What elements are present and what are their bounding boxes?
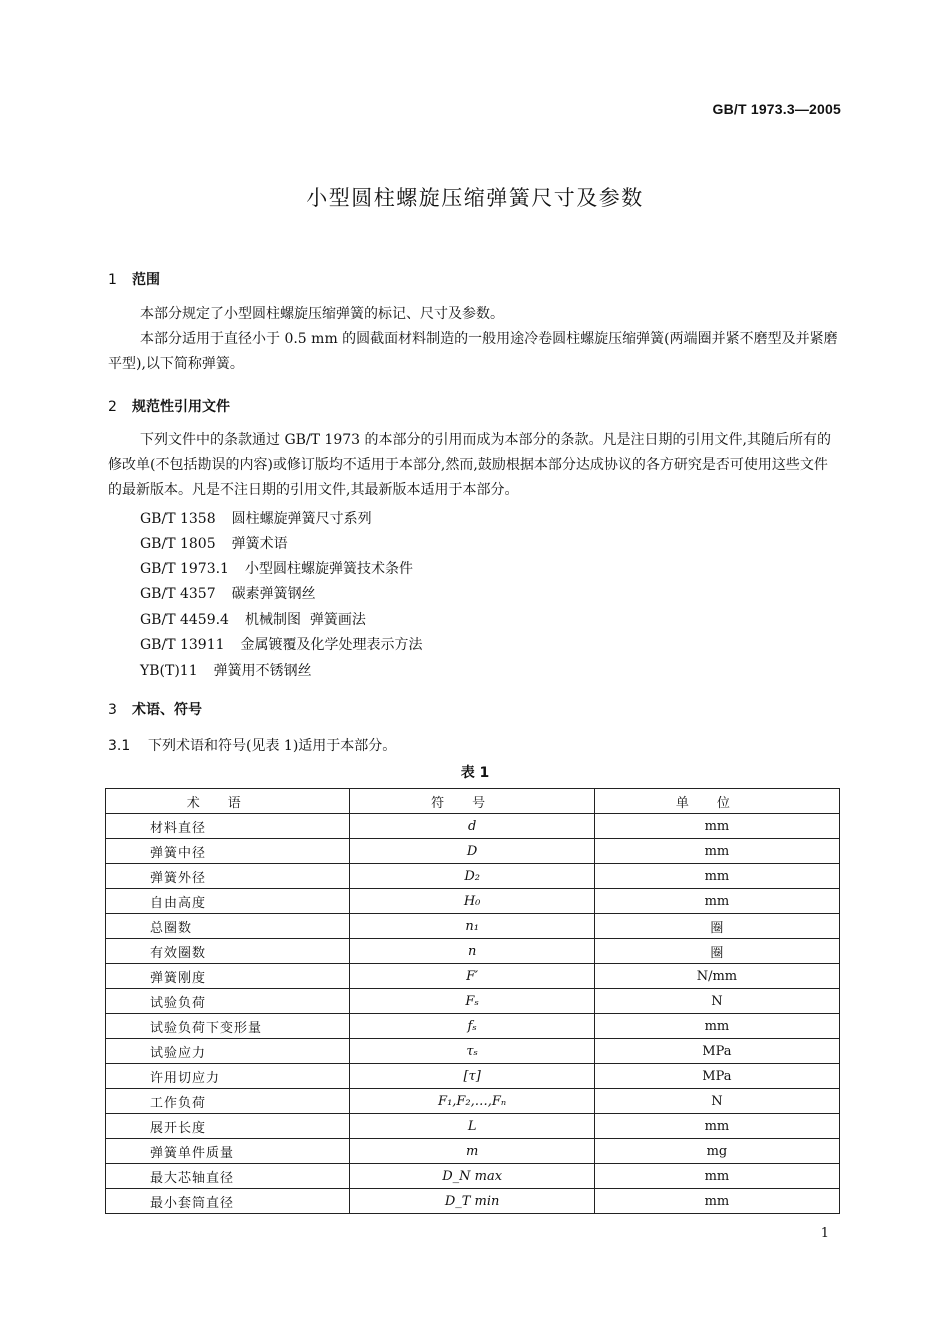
unit-cell: MPa — [594, 1039, 839, 1064]
symbol-cell: fₛ — [350, 1014, 594, 1039]
references-intro-paragraph: 下列文件中的条款通过 GB/T 1973 的本部分的引用而成为本部分的条款。凡是注日期的引用文件,其随后所有的修改单(不包括勘误的内容)或修订版均不适用于本部分,然而,鼓励根据本部分达成协议的各方研究是否可使用这些文件的最新版本。凡是不注日期的引用文件,其最新版本适用于本部分。 — [108, 432, 831, 498]
reference-code: YB(T)11 — [140, 663, 198, 679]
table-row — [106, 1064, 840, 1089]
term-cell: 弹簧中径 — [106, 839, 350, 864]
reference-item — [140, 558, 413, 578]
symbol-cell: n₁ — [350, 914, 594, 939]
term-cell: 最小套筒直径 — [106, 1189, 350, 1214]
unit-cell: N — [594, 1089, 839, 1114]
symbol-cell: F′ — [350, 964, 594, 989]
unit-cell: mm — [594, 1164, 839, 1189]
reference-code: GB/T 4459.4 — [140, 612, 229, 628]
symbol-cell: [τ] — [350, 1064, 594, 1089]
table-row — [106, 1014, 840, 1039]
unit-cell: mg — [594, 1139, 839, 1164]
table-caption: 表 1 — [460, 765, 490, 781]
table-row — [106, 1089, 840, 1114]
symbol-cell: n — [350, 939, 594, 964]
reference-code: GB/T 13911 — [140, 637, 225, 653]
terms-symbols-table — [105, 788, 840, 1214]
symbol-cell: Fₛ — [350, 989, 594, 1014]
section-title: 规范性引用文件 — [132, 399, 230, 415]
reference-code: GB/T 4357 — [140, 586, 216, 602]
reference-item — [140, 508, 372, 528]
table-row — [106, 889, 840, 914]
term-cell: 材料直径 — [106, 814, 350, 839]
reference-code: GB/T 1973.1 — [140, 561, 229, 577]
unit-cell: mm — [594, 814, 839, 839]
reference-title: 机械制图 弹簧画法 — [244, 612, 366, 628]
table-row — [106, 839, 840, 864]
table-row — [106, 1189, 840, 1214]
section-title: 范围 — [132, 272, 160, 288]
unit-cell: mm — [594, 864, 839, 889]
section-number: 1 — [108, 272, 117, 288]
term-cell: 许用切应力 — [106, 1064, 350, 1089]
table-row — [106, 1164, 840, 1189]
reference-item — [140, 634, 423, 654]
table-row — [106, 864, 840, 889]
unit-cell: N — [594, 989, 839, 1014]
section-heading-normative-references — [108, 396, 230, 416]
symbol-cell: m — [350, 1139, 594, 1164]
term-cell: 最大芯轴直径 — [106, 1164, 350, 1189]
table-row — [106, 814, 840, 839]
table-row — [106, 1039, 840, 1064]
reference-title: 金属镀覆及化学处理表示方法 — [240, 637, 423, 653]
reference-title: 弹簧术语 — [231, 536, 288, 552]
scope-paragraph-2: 本部分适用于直径小于 0.5 mm 的圆截面材料制造的一般用途冷卷圆柱螺旋压缩弹簧(两端圈并紧不磨型及并紧磨平型),以下简称弹簧。 — [108, 331, 838, 372]
reference-item — [140, 583, 316, 603]
header-unit: 单位 — [594, 789, 839, 814]
term-cell: 试验负荷 — [106, 989, 350, 1014]
unit-cell: mm — [594, 839, 839, 864]
unit-cell: mm — [594, 1114, 839, 1139]
reference-code: GB/T 1358 — [140, 511, 216, 527]
term-cell: 弹簧刚度 — [106, 964, 350, 989]
term-cell: 总圈数 — [106, 914, 350, 939]
table-row — [106, 989, 840, 1014]
term-cell: 试验应力 — [106, 1039, 350, 1064]
symbol-cell: D_T min — [350, 1189, 594, 1214]
table-row — [106, 1114, 840, 1139]
table-row — [106, 1139, 840, 1164]
term-cell: 展开长度 — [106, 1114, 350, 1139]
symbol-cell: H₀ — [350, 889, 594, 914]
term-cell: 弹簧外径 — [106, 864, 350, 889]
unit-cell: mm — [594, 889, 839, 914]
reference-title: 碳素弹簧钢丝 — [231, 586, 316, 602]
reference-title: 小型圆柱螺旋弹簧技术条件 — [244, 561, 413, 577]
unit-cell: 圈 — [594, 914, 839, 939]
section-heading-terms-symbols — [108, 699, 202, 719]
reference-code: GB/T 1805 — [140, 536, 216, 552]
term-cell: 工作负荷 — [106, 1089, 350, 1114]
term-cell: 弹簧单件质量 — [106, 1139, 350, 1164]
table-row — [106, 914, 840, 939]
unit-cell: N/mm — [594, 964, 839, 989]
document-title: 小型圆柱螺旋压缩弹簧尺寸及参数 — [306, 186, 644, 210]
symbol-cell: D — [350, 839, 594, 864]
symbol-cell: L — [350, 1114, 594, 1139]
symbol-cell: D_N max — [350, 1164, 594, 1189]
unit-cell: MPa — [594, 1064, 839, 1089]
unit-cell: mm — [594, 1189, 839, 1214]
table-row — [106, 939, 840, 964]
symbol-cell: d — [350, 814, 594, 839]
symbol-cell: τₛ — [350, 1039, 594, 1064]
section-title: 术语、符号 — [132, 702, 202, 718]
clause-number: 3.1 — [108, 738, 131, 754]
header-symbol: 符号 — [350, 789, 594, 814]
section-number: 3 — [108, 702, 117, 718]
table-row — [106, 964, 840, 989]
reference-item — [140, 533, 288, 553]
table-body — [106, 814, 840, 1214]
term-cell: 自由高度 — [106, 889, 350, 914]
reference-title: 弹簧用不锈钢丝 — [213, 663, 312, 679]
scope-paragraph-1: 本部分规定了小型圆柱螺旋压缩弹簧的标记、尺寸及参数。 — [140, 306, 504, 322]
symbol-cell: F₁,F₂,…,Fₙ — [350, 1089, 594, 1114]
header-term: 术语 — [106, 789, 350, 814]
unit-cell: 圈 — [594, 939, 839, 964]
term-cell: 试验负荷下变形量 — [106, 1014, 350, 1039]
standard-number: GB/T 1973.3—2005 — [712, 101, 841, 117]
unit-cell: mm — [594, 1014, 839, 1039]
symbol-cell: D₂ — [350, 864, 594, 889]
clause-3-1 — [108, 734, 840, 759]
term-cell: 有效圈数 — [106, 939, 350, 964]
table-header-row — [106, 789, 840, 814]
reference-title: 圆柱螺旋弹簧尺寸系列 — [231, 511, 372, 527]
reference-item — [140, 609, 366, 629]
section-heading-scope — [108, 269, 160, 289]
clause-text: 下列术语和符号(见表 1)适用于本部分。 — [148, 738, 397, 754]
page-number: 1 — [820, 1226, 829, 1241]
section-number: 2 — [108, 399, 117, 415]
reference-item — [140, 660, 312, 680]
